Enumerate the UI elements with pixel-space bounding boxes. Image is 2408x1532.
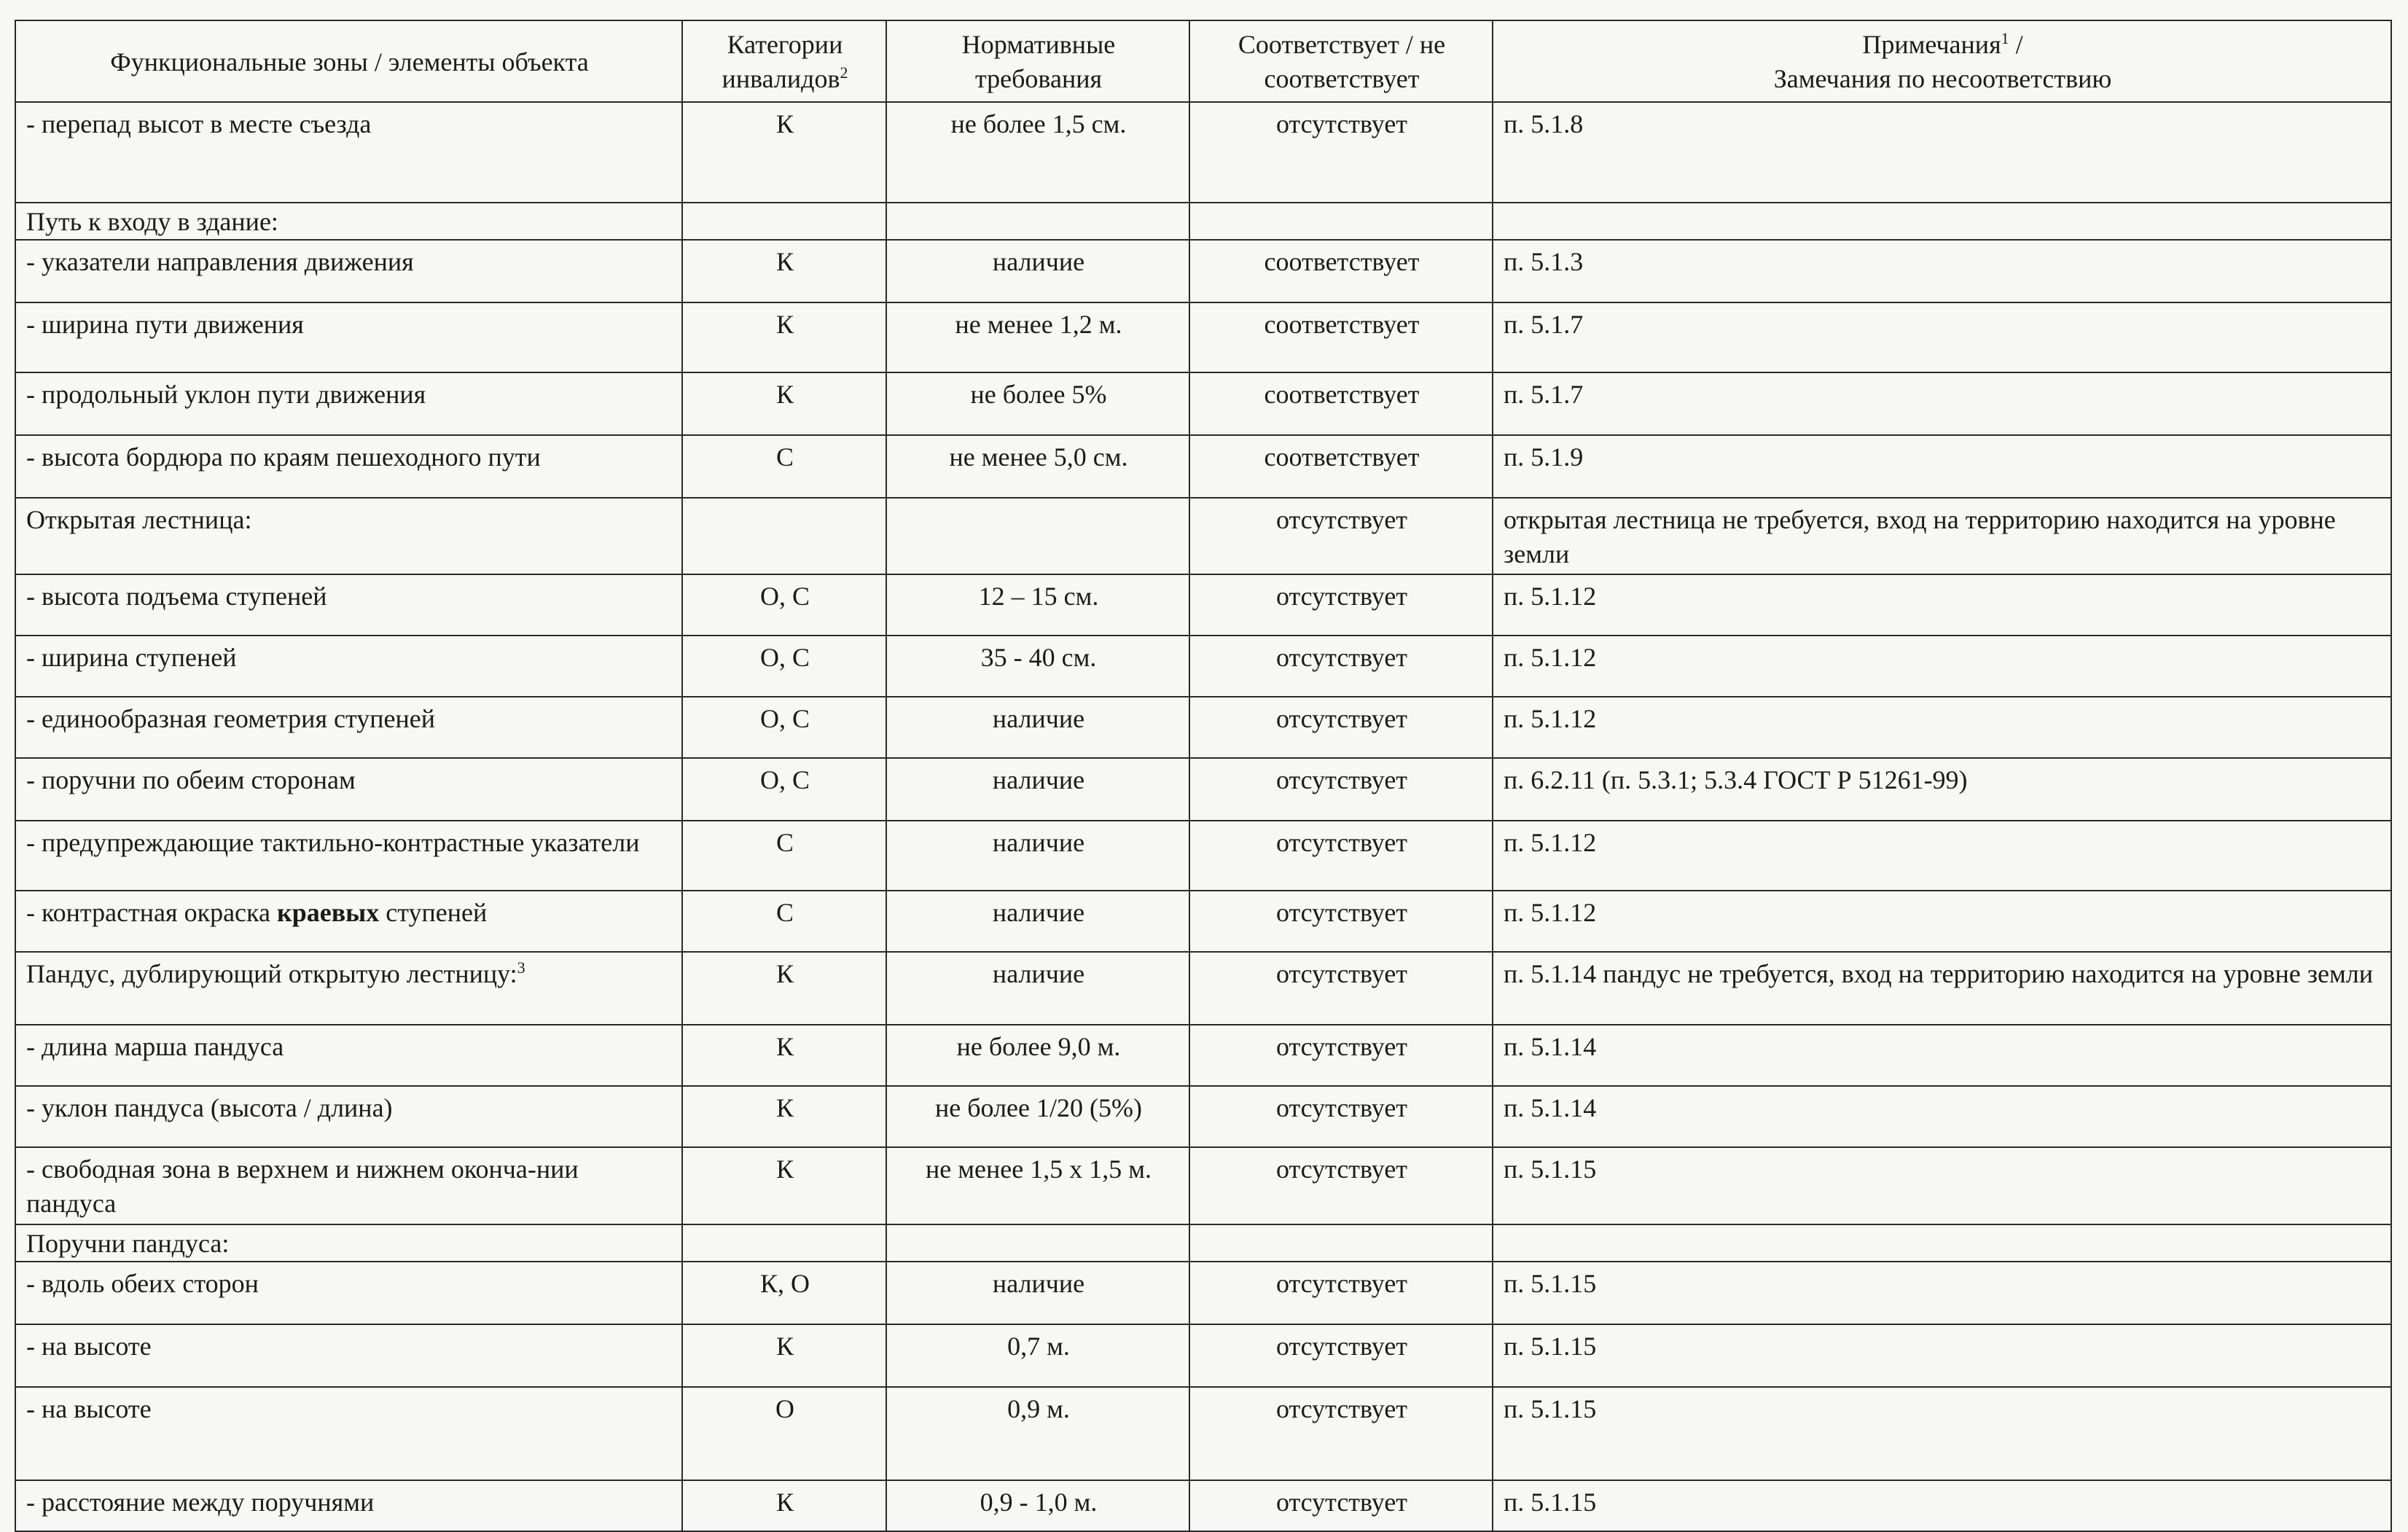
row-note: п. 5.1.14 xyxy=(1493,1086,2391,1147)
table-header-row xyxy=(15,20,2391,102)
row-category: К xyxy=(682,1480,886,1531)
table-row xyxy=(15,302,2391,372)
table-row xyxy=(15,1262,2391,1324)
row-status xyxy=(1189,1224,1493,1262)
row-status: отсутствует xyxy=(1189,498,1493,575)
section-row xyxy=(15,1224,2391,1262)
row-category xyxy=(682,203,886,240)
table-row xyxy=(15,821,2391,891)
table-row xyxy=(15,1387,2391,1480)
header-zone: Функциональные зоны / элементы объекта xyxy=(15,20,682,102)
row-norm: наличие xyxy=(886,1262,1189,1324)
row-note: п. 5.1.15 xyxy=(1493,1147,2391,1224)
row-norm: наличие xyxy=(886,891,1189,952)
row-status: отсутствует xyxy=(1189,1324,1493,1387)
row-category: О xyxy=(682,1387,886,1480)
row-category xyxy=(682,498,886,575)
row-note: п. 5.1.14 пандус не требуется, вход на территорию находится на уровне земли xyxy=(1493,952,2391,1025)
row-status: отсутствует xyxy=(1189,636,1493,697)
row-status: отсутствует xyxy=(1189,697,1493,758)
table-row xyxy=(15,372,2391,435)
row-zone-part: ступеней xyxy=(379,898,488,928)
header-category-line2: инвалидов xyxy=(722,64,840,93)
row-norm: наличие xyxy=(886,758,1189,821)
row-norm xyxy=(886,498,1189,575)
header-notes-footnote: 1 xyxy=(2001,29,2009,48)
row-norm: не менее 1,2 м. xyxy=(886,302,1189,372)
row-status: соответствует xyxy=(1189,302,1493,372)
row-category: О, С xyxy=(682,697,886,758)
row-status: отсутствует xyxy=(1189,758,1493,821)
row-zone: - единообразная геометрия ступеней xyxy=(15,697,682,758)
row-status: отсутствует xyxy=(1189,952,1493,1025)
table-row xyxy=(15,435,2391,498)
table-row xyxy=(15,240,2391,302)
row-status: отсутствует xyxy=(1189,891,1493,952)
row-status: отсутствует xyxy=(1189,1147,1493,1224)
row-note: п. 5.1.15 xyxy=(1493,1480,2391,1531)
row-zone: - продольный уклон пути движения xyxy=(15,372,682,435)
row-category: С xyxy=(682,435,886,498)
table-row xyxy=(15,1480,2391,1531)
row-category: К, О xyxy=(682,1262,886,1324)
row-norm: не менее 5,0 см. xyxy=(886,435,1189,498)
row-status: отсутствует xyxy=(1189,574,1493,636)
row-norm: не более 5% xyxy=(886,372,1189,435)
row-category: К xyxy=(682,372,886,435)
row-zone: - высота подъема ступеней xyxy=(15,574,682,636)
row-norm xyxy=(886,203,1189,240)
header-comply-line1: Соответствует / не xyxy=(1238,30,1446,60)
row-note: п. 5.1.9 xyxy=(1493,435,2391,498)
section-title: Открытая лестница: xyxy=(15,498,682,575)
section-title xyxy=(15,952,682,1025)
row-note: п. 5.1.14 xyxy=(1493,1025,2391,1086)
row-norm: не менее 1,5 х 1,5 м. xyxy=(886,1147,1189,1224)
header-comply xyxy=(1189,20,1493,102)
row-category: С xyxy=(682,821,886,891)
row-zone: - ширина пути движения xyxy=(15,302,682,372)
row-category: О, С xyxy=(682,574,886,636)
row-norm: не более 1,5 см. xyxy=(886,102,1189,203)
row-norm: 0,7 м. xyxy=(886,1324,1189,1387)
row-status: соответствует xyxy=(1189,240,1493,302)
row-category: К xyxy=(682,952,886,1025)
row-norm: наличие xyxy=(886,952,1189,1025)
row-zone: - предупреждающие тактильно-контрастные указатели xyxy=(15,821,682,891)
row-status: отсутствует xyxy=(1189,821,1493,891)
section-row xyxy=(15,203,2391,240)
row-norm: 0,9 - 1,0 м. xyxy=(886,1480,1189,1531)
row-note: п. 5.1.12 xyxy=(1493,891,2391,952)
section-title-text: Пандус, дублирующий открытую лестницу: xyxy=(26,959,517,989)
section-title: Путь к входу в здание: xyxy=(15,203,682,240)
row-zone: - указатели направления движения xyxy=(15,240,682,302)
row-zone: - поручни по обеим сторонам xyxy=(15,758,682,821)
row-category: О, С xyxy=(682,636,886,697)
table-row xyxy=(15,1025,2391,1086)
row-zone: - на высоте xyxy=(15,1324,682,1387)
header-notes-slash: / xyxy=(2009,30,2023,60)
row-zone-part: - контрастная окраска xyxy=(26,898,277,928)
row-zone: - перепад высот в месте съезда xyxy=(15,102,682,203)
header-notes-line2: Замечания по несоответствию xyxy=(1773,64,2112,93)
row-category: К xyxy=(682,102,886,203)
row-norm: наличие xyxy=(886,821,1189,891)
table-row xyxy=(15,1147,2391,1224)
table-row xyxy=(15,1324,2391,1387)
row-note: п. 5.1.12 xyxy=(1493,821,2391,891)
section-row xyxy=(15,952,2391,1025)
row-zone: - вдоль обеих сторон xyxy=(15,1262,682,1324)
section-title: Поручни пандуса: xyxy=(15,1224,682,1262)
row-status: отсутствует xyxy=(1189,102,1493,203)
row-note xyxy=(1493,203,2391,240)
row-zone-emphasis: краевых xyxy=(276,898,380,928)
header-category-line1: Категории xyxy=(727,30,843,60)
row-note: открытая лестница не требуется, вход на территорию находится на уровне земли xyxy=(1493,498,2391,575)
row-zone: - уклон пандуса (высота / длина) xyxy=(15,1086,682,1147)
header-category-footnote: 2 xyxy=(840,63,848,82)
row-category: К xyxy=(682,1086,886,1147)
row-norm: наличие xyxy=(886,697,1189,758)
row-category: С xyxy=(682,891,886,952)
row-category: К xyxy=(682,240,886,302)
row-norm: 35 - 40 см. xyxy=(886,636,1189,697)
compliance-table xyxy=(15,20,2392,1532)
row-category: К xyxy=(682,1025,886,1086)
row-zone: - расстояние между поручнями xyxy=(15,1480,682,1531)
row-status: соответствует xyxy=(1189,372,1493,435)
table-row xyxy=(15,102,2391,203)
row-note: п. 5.1.15 xyxy=(1493,1387,2391,1480)
table-row xyxy=(15,758,2391,821)
row-note: п. 5.1.15 xyxy=(1493,1262,2391,1324)
row-note: п. 5.1.3 xyxy=(1493,240,2391,302)
row-category: О, С xyxy=(682,758,886,821)
row-status: отсутствует xyxy=(1189,1025,1493,1086)
row-note: п. 5.1.8 xyxy=(1493,102,2391,203)
header-notes-line1: Примечания xyxy=(1862,30,2001,60)
row-note: п. 5.1.7 xyxy=(1493,302,2391,372)
row-zone: - ширина ступеней xyxy=(15,636,682,697)
row-status: отсутствует xyxy=(1189,1480,1493,1531)
table-row xyxy=(15,1086,2391,1147)
row-zone: - длина марша пандуса xyxy=(15,1025,682,1086)
row-status: отсутствует xyxy=(1189,1262,1493,1324)
row-norm xyxy=(886,1224,1189,1262)
row-note: п. 5.1.7 xyxy=(1493,372,2391,435)
row-zone: - на высоте xyxy=(15,1387,682,1480)
row-norm: 0,9 м. xyxy=(886,1387,1189,1480)
row-zone xyxy=(15,891,682,952)
header-comply-line2: соответствует xyxy=(1264,64,1420,93)
row-note: п. 5.1.15 xyxy=(1493,1324,2391,1387)
table-row xyxy=(15,636,2391,697)
row-category: К xyxy=(682,1324,886,1387)
row-norm: не более 1/20 (5%) xyxy=(886,1086,1189,1147)
row-status xyxy=(1189,203,1493,240)
row-norm: не более 9,0 м. xyxy=(886,1025,1189,1086)
header-norm-line1: Нормативные xyxy=(961,30,1116,60)
row-note: п. 6.2.11 (п. 5.3.1; 5.3.4 ГОСТ Р 51261-99) xyxy=(1493,758,2391,821)
row-status: соответствует xyxy=(1189,435,1493,498)
table-row xyxy=(15,574,2391,636)
row-note xyxy=(1493,1224,2391,1262)
header-norm xyxy=(886,20,1189,102)
header-category xyxy=(682,20,886,102)
table-row xyxy=(15,697,2391,758)
row-category: К xyxy=(682,302,886,372)
row-zone: - высота бордюра по краям пешеходного пути xyxy=(15,435,682,498)
row-note: п. 5.1.12 xyxy=(1493,574,2391,636)
row-norm: 12 – 15 см. xyxy=(886,574,1189,636)
section-row xyxy=(15,498,2391,575)
header-norm-line2: требования xyxy=(974,64,1103,93)
row-status: отсутствует xyxy=(1189,1387,1493,1480)
row-norm: наличие xyxy=(886,240,1189,302)
row-category xyxy=(682,1224,886,1262)
row-status: отсутствует xyxy=(1189,1086,1493,1147)
row-zone: - свободная зона в верхнем и нижнем оконча-нии пандуса xyxy=(15,1147,682,1224)
row-note: п. 5.1.12 xyxy=(1493,636,2391,697)
header-notes xyxy=(1493,20,2391,102)
row-note: п. 5.1.12 xyxy=(1493,697,2391,758)
section-title-footnote: 3 xyxy=(517,958,525,977)
table-row xyxy=(15,891,2391,952)
row-category: К xyxy=(682,1147,886,1224)
